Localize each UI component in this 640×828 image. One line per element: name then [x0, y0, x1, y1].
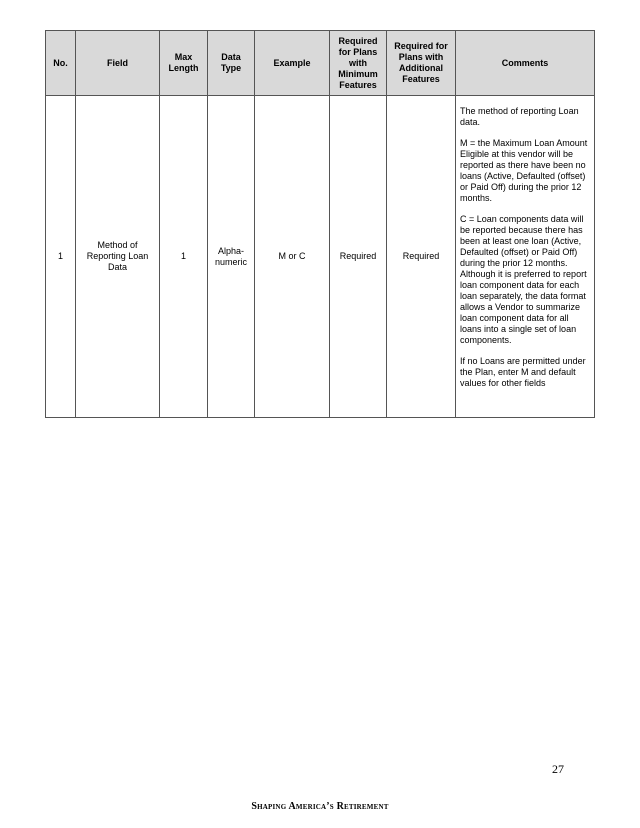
header-required-minimum: Required for Plans with Minimum Features	[330, 31, 387, 96]
comment-paragraph: C = Loan components data will be reported because there has been at least one loan (Active, Defaulted (offset) or Paid Off) during the prior 12 months. Although it is preferred to report loan component data for each loan separately, the data format allows a Vendor to summarize loan component data for all loans into a single set of loan components.	[460, 214, 587, 345]
header-no: No.	[46, 31, 76, 96]
page-footer: Shaping America’s Retirement	[251, 801, 389, 812]
cell-max-length: 1	[160, 96, 208, 418]
cell-no: 1	[46, 96, 76, 418]
header-example: Example	[255, 31, 330, 96]
cell-required-minimum: Required	[330, 96, 387, 418]
comment-paragraph: M = the Maximum Loan Amount Eligible at this vendor will be reported as there have been no loans (Active, Defaulted (offset) or Paid Off) during the prior 12 months.	[460, 138, 588, 203]
table-row	[46, 96, 595, 418]
loan-data-spec-table	[45, 30, 595, 418]
header-required-additional: Required for Plans with Additional Features	[387, 31, 456, 96]
header-field: Field	[76, 31, 160, 96]
header-row	[46, 31, 595, 96]
cell-comments	[456, 96, 595, 418]
header-max-length: Max Length	[160, 31, 208, 96]
cell-example: M or C	[255, 96, 330, 418]
comment-paragraph: The method of reporting Loan data.	[460, 106, 579, 127]
cell-data-type: Alpha-numeric	[208, 96, 255, 418]
page-number: 27	[552, 762, 564, 776]
comment-paragraph: If no Loans are permitted under the Plan, enter M and default values for other fields	[460, 356, 586, 388]
header-data-type: Data Type	[208, 31, 255, 96]
header-comments: Comments	[456, 31, 595, 96]
cell-required-additional: Required	[387, 96, 456, 418]
cell-field: Method of Reporting Loan Data	[76, 96, 160, 418]
